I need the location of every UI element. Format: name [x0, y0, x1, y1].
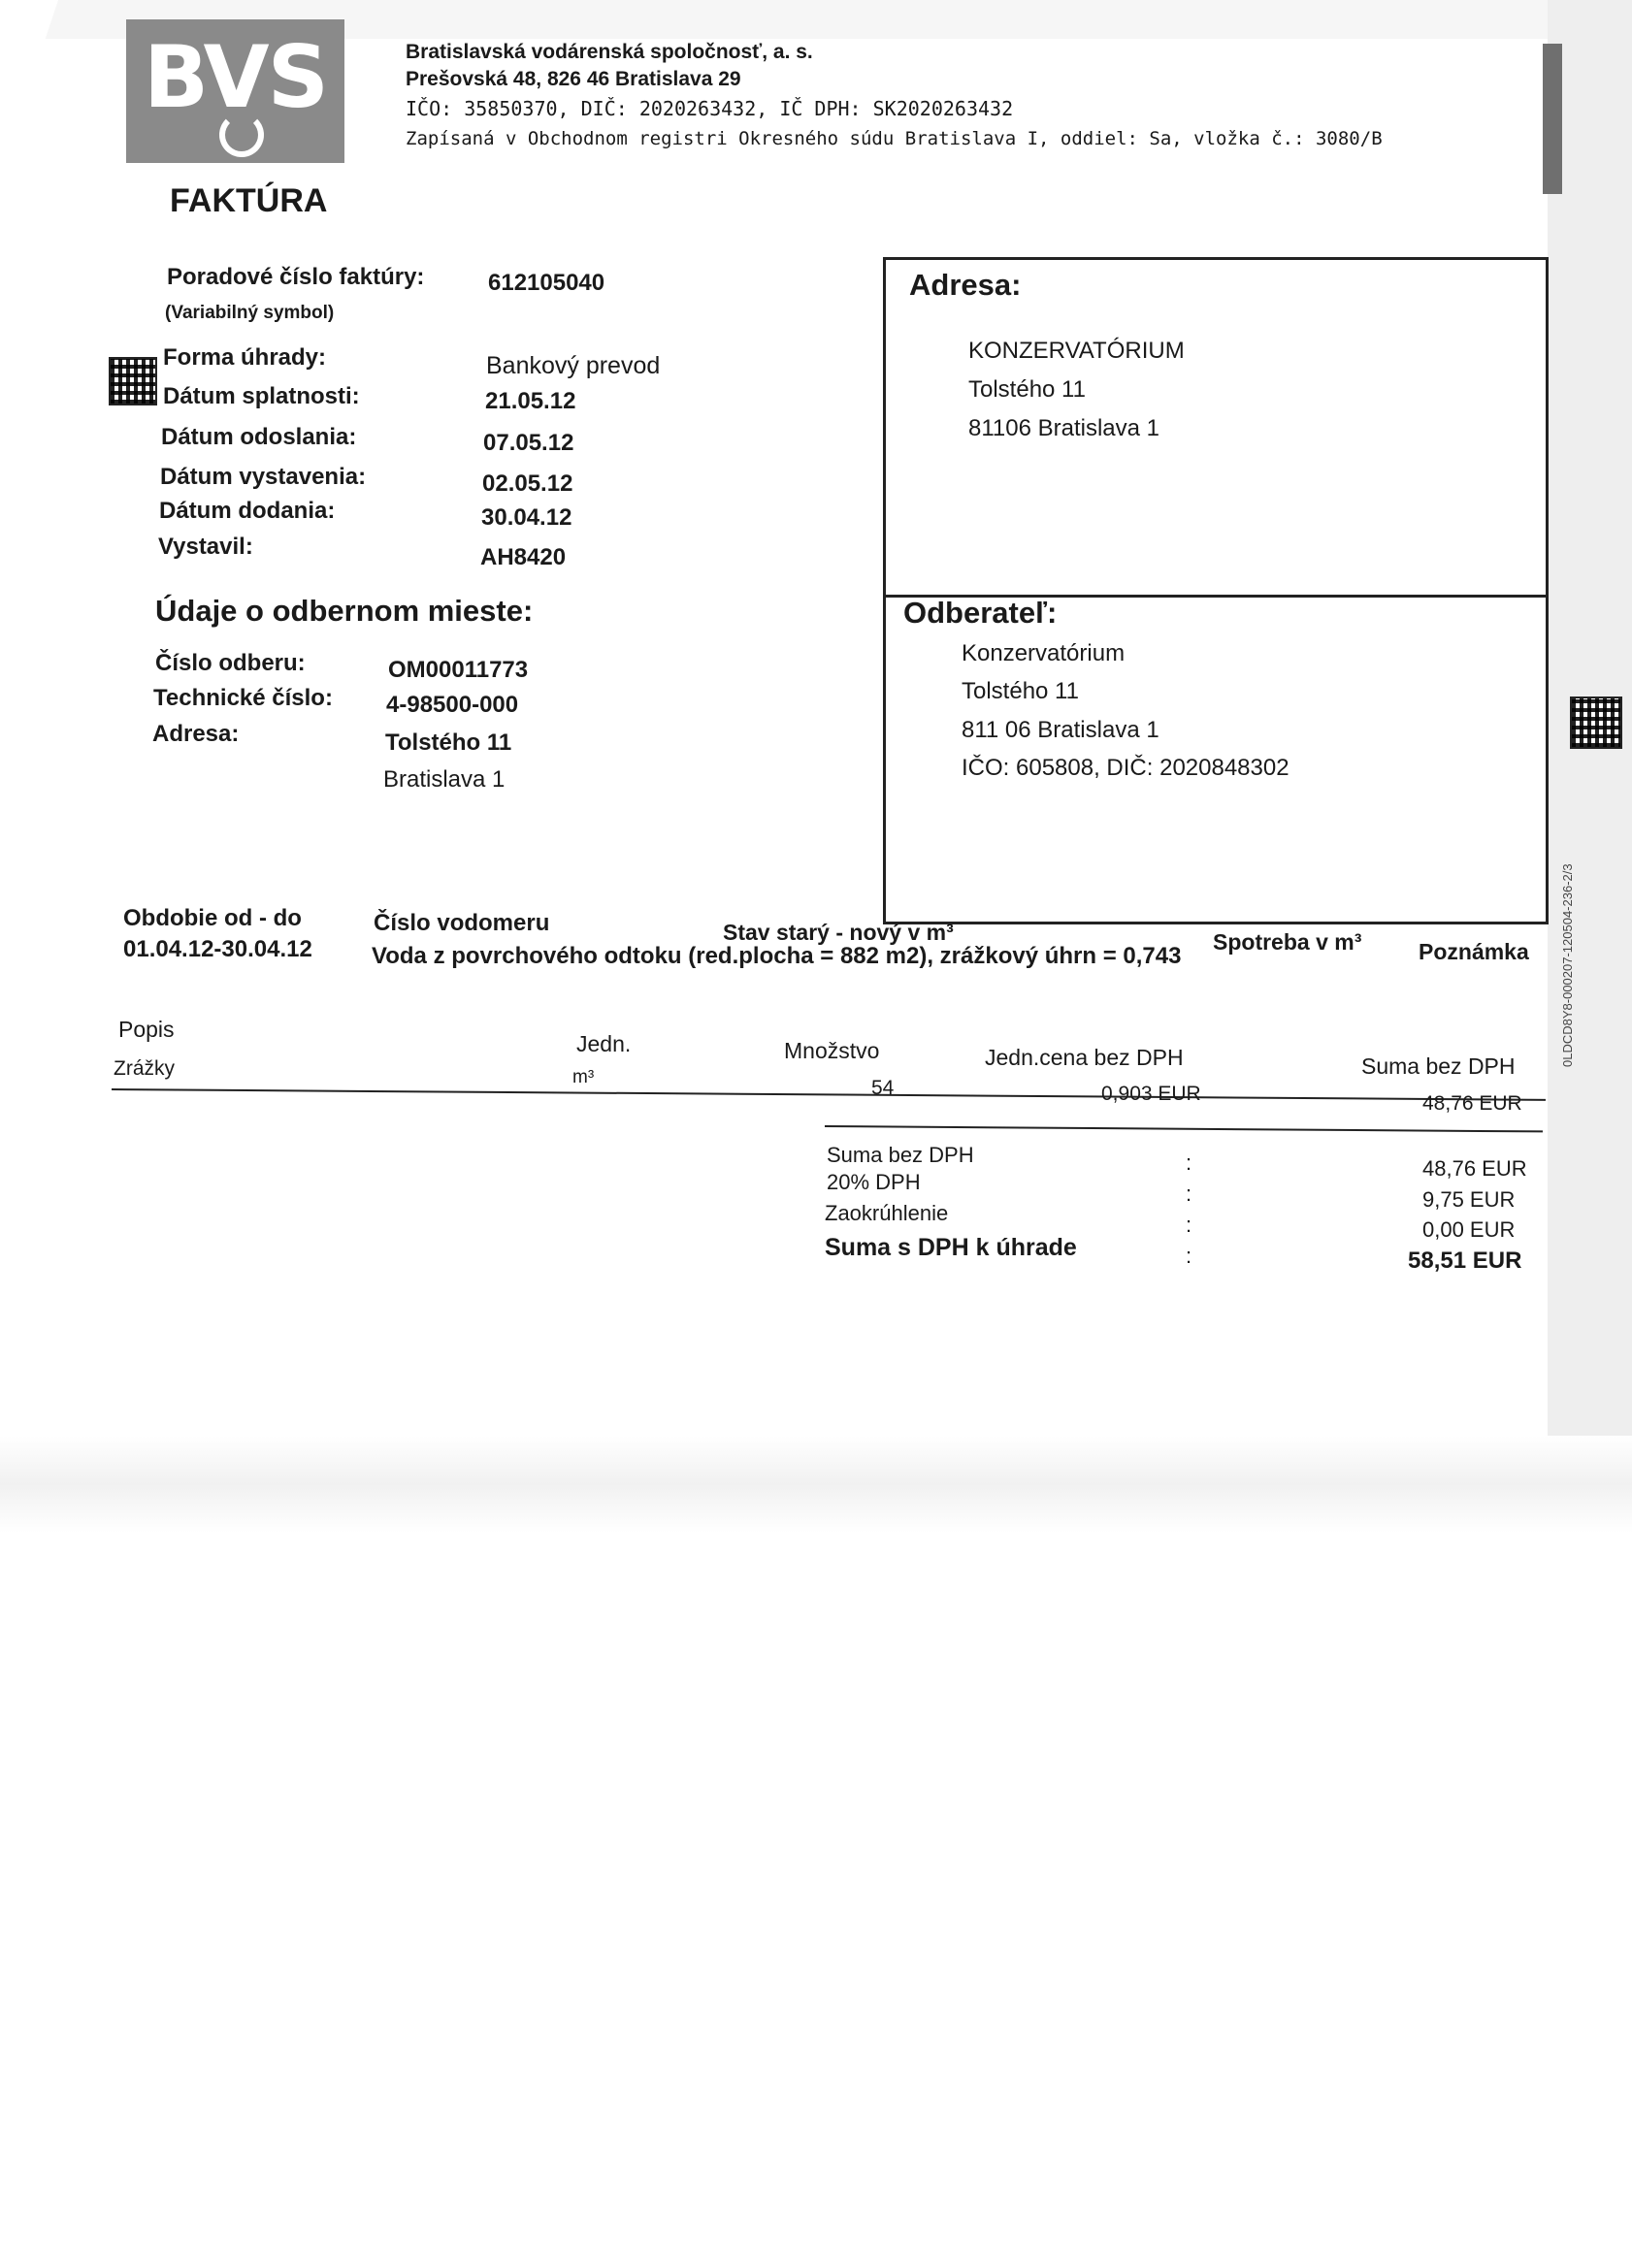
address-line-3: 81106 Bratislava 1 — [968, 415, 1160, 441]
company-registry: Zapísaná v Obchodnom registri Okresného súdu Bratislava I, oddiel: Sa, vložka č.: 3080/B — [406, 128, 1383, 149]
company-ids: IČO: 35850370, DIČ: 2020263432, IČ DPH: SK2020263432 — [406, 97, 1014, 120]
customer-line-3: 811 06 Bratislava 1 — [962, 717, 1159, 743]
side-code: 0LDCD8Y8-000207-120504-236-2/3 — [1560, 863, 1575, 1067]
meter-number-header: Číslo vodomeru — [374, 910, 550, 936]
total-due-value: 58,51 EUR — [1408, 1247, 1522, 1274]
payment-form-label: Forma úhrady: — [163, 344, 327, 371]
company-address: Prešovská 48, 826 46 Bratislava 29 — [406, 68, 741, 90]
technical-number-label: Technické číslo: — [153, 685, 333, 711]
place-address-label: Adresa: — [152, 721, 240, 747]
rounding-value: 0,00 EUR — [1422, 1217, 1516, 1242]
col-unit-header: Jedn. — [576, 1031, 632, 1056]
marker-bar — [1543, 44, 1562, 194]
item-quantity: 54 — [871, 1077, 895, 1099]
water-drop-icon — [219, 113, 264, 157]
address-line-2: Tolstého 11 — [968, 376, 1086, 403]
place-address-value: Tolstého 11 — [385, 729, 512, 756]
address-box-title: Adresa: — [909, 268, 1022, 302]
total-net-value: 48,76 EUR — [1422, 1156, 1527, 1181]
scan-shadow-strip — [1548, 0, 1632, 1533]
address-box — [883, 257, 1549, 598]
consumption-header: Spotreba v m³ — [1213, 929, 1362, 955]
technical-number-value: 4-98500-000 — [386, 692, 519, 718]
due-date-label: Dátum splatnosti: — [163, 383, 360, 409]
item-unit-price: 0,903 EUR — [1101, 1083, 1201, 1105]
issue-date-value: 02.05.12 — [482, 470, 573, 497]
consumption-number-value: OM00011773 — [388, 657, 529, 683]
paper-fold — [0, 1436, 1632, 1533]
item-total: 48,76 EUR — [1422, 1092, 1522, 1115]
total-net-label: Suma bez DPH — [827, 1143, 974, 1167]
variable-symbol-note: (Variabilný symbol) — [165, 303, 335, 323]
customer-line-4: IČO: 605808, DIČ: 2020848302 — [962, 755, 1289, 781]
col-quantity-header: Množstvo — [784, 1038, 880, 1063]
rounding-label: Zaokrúhlenie — [825, 1201, 949, 1225]
item-popis: Zrážky — [114, 1057, 175, 1080]
company-logo — [126, 19, 344, 163]
customer-box — [883, 592, 1549, 924]
doc-title: FAKTÚRA — [170, 182, 328, 219]
delivery-date-label: Dátum dodania: — [159, 498, 336, 524]
rounding-colon: : — [1186, 1213, 1192, 1237]
invoice-number-value: 612105040 — [488, 270, 605, 296]
customer-line-1: Konzervatórium — [962, 640, 1126, 666]
period-value: 01.04.12-30.04.12 — [123, 936, 312, 962]
payment-form-value: Bankový prevod — [486, 352, 661, 379]
address-line-1: KONZERVATÓRIUM — [968, 338, 1185, 364]
vat-colon: : — [1186, 1182, 1192, 1206]
folded-corner — [0, 0, 58, 175]
item-unit: m³ — [572, 1067, 595, 1087]
delivery-date-value: 30.04.12 — [481, 504, 572, 531]
customer-line-2: Tolstého 11 — [962, 678, 1079, 704]
col-total-header: Suma bez DPH — [1361, 1053, 1516, 1079]
period-header: Obdobie od - do — [123, 905, 302, 931]
logo-text: BVS — [144, 27, 327, 127]
issue-date-label: Dátum vystavenia: — [160, 464, 367, 490]
datamatrix-code — [109, 357, 157, 405]
totals-top-rule — [825, 1125, 1543, 1132]
send-date-value: 07.05.12 — [483, 430, 574, 456]
total-due-colon: : — [1186, 1244, 1192, 1268]
table-header-rule — [112, 1088, 1546, 1101]
consumption-number-label: Číslo odberu: — [155, 650, 306, 676]
consumption-place-heading: Údaje o odbernom mieste: — [155, 594, 534, 628]
invoice-number-label: Poradové číslo faktúry: — [167, 264, 425, 290]
note-header: Poznámka — [1419, 939, 1529, 964]
company-name: Bratislavská vodárenská spoločnosť, a. s. — [406, 41, 813, 63]
vat-label: 20% DPH — [827, 1170, 921, 1194]
place-address-line2: Bratislava 1 — [383, 766, 506, 793]
total-due-label: Suma s DPH k úhrade — [825, 1234, 1077, 1261]
vat-value: 9,75 EUR — [1422, 1187, 1516, 1212]
due-date-value: 21.05.12 — [485, 388, 576, 414]
total-net-colon: : — [1186, 1150, 1192, 1175]
side-datamatrix-code — [1570, 697, 1622, 749]
meter-state-header: Stav starý - nový v m³ — [723, 920, 954, 945]
issued-by-value: AH8420 — [480, 544, 567, 570]
col-unit-price-header: Jedn.cena bez DPH — [985, 1045, 1184, 1070]
meter-description: Voda z povrchového odtoku (red.plocha = 882 m2), zrážkový úhrn = 0,743 — [372, 943, 1182, 969]
customer-box-title: Odberateľ: — [903, 596, 1058, 630]
send-date-label: Dátum odoslania: — [161, 424, 357, 450]
issued-by-label: Vystavil: — [158, 534, 253, 560]
col-popis-header: Popis — [118, 1017, 175, 1042]
